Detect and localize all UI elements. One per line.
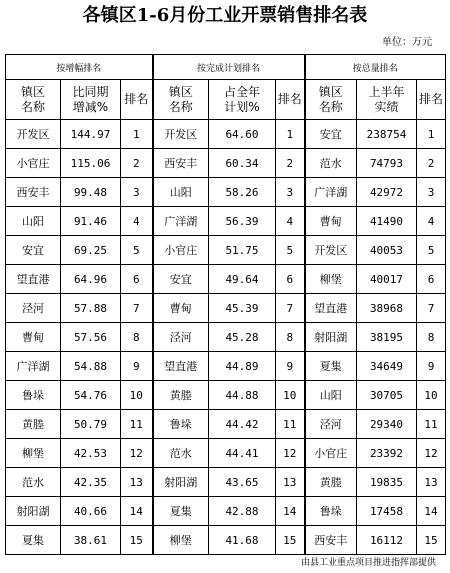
- cell-total-name: 泾河: [305, 410, 357, 439]
- cell-plan-name: 广洋湖: [153, 207, 209, 236]
- table-row: [6, 381, 446, 410]
- cell-growth-value: 38.61: [61, 526, 121, 555]
- cell-total-rank: 9: [417, 352, 446, 381]
- table-row: [6, 497, 446, 526]
- header-growth-rank: 排名: [121, 80, 153, 120]
- cell-growth-rank: 12: [121, 439, 153, 468]
- cell-plan-rank: 15: [276, 526, 305, 555]
- cell-plan-rank: 14: [276, 497, 305, 526]
- cell-plan-rank: 2: [276, 149, 305, 178]
- cell-growth-rank: 14: [121, 497, 153, 526]
- cell-plan-name: 泾河: [153, 323, 209, 352]
- unit-label: 单位：万元: [382, 37, 432, 48]
- cell-plan-value: 43.65: [209, 468, 276, 497]
- cell-plan-value: 45.39: [209, 294, 276, 323]
- cell-total-value: 40017: [357, 265, 417, 294]
- cell-plan-value: 44.88: [209, 381, 276, 410]
- cell-plan-name: 安宜: [153, 265, 209, 294]
- cell-growth-value: 42.53: [61, 439, 121, 468]
- page-title: 各镇区1-6月份工业开票销售排名表: [82, 5, 368, 26]
- cell-growth-name: 西安丰: [6, 178, 61, 207]
- cell-plan-name: 望直港: [153, 352, 209, 381]
- table-row: [6, 352, 446, 381]
- cell-growth-rank: 9: [121, 352, 153, 381]
- cell-plan-rank: 5: [276, 236, 305, 265]
- cell-total-value: 19835: [357, 468, 417, 497]
- cell-total-rank: 6: [417, 265, 446, 294]
- cell-total-value: 38968: [357, 294, 417, 323]
- table-row: [6, 526, 446, 555]
- header-total-name: 镇区 名称: [305, 80, 357, 120]
- cell-plan-rank: 10: [276, 381, 305, 410]
- cell-plan-name: 夏集: [153, 497, 209, 526]
- cell-total-name: 望直港: [305, 294, 357, 323]
- cell-plan-rank: 7: [276, 294, 305, 323]
- cell-plan-value: 60.34: [209, 149, 276, 178]
- table-row: [6, 236, 446, 265]
- cell-total-value: 41490: [357, 207, 417, 236]
- cell-growth-name: 安宜: [6, 236, 61, 265]
- cell-plan-rank: 9: [276, 352, 305, 381]
- cell-growth-value: 115.06: [61, 149, 121, 178]
- cell-total-rank: 2: [417, 149, 446, 178]
- cell-growth-value: 54.88: [61, 352, 121, 381]
- cell-growth-name: 开发区: [6, 120, 61, 149]
- group-total: 按总量排名: [305, 55, 446, 80]
- cell-plan-rank: 4: [276, 207, 305, 236]
- ranking-table: [5, 54, 446, 555]
- cell-plan-value: 58.26: [209, 178, 276, 207]
- cell-growth-rank: 11: [121, 410, 153, 439]
- cell-plan-name: 柳堡: [153, 526, 209, 555]
- cell-total-name: 开发区: [305, 236, 357, 265]
- cell-growth-rank: 4: [121, 207, 153, 236]
- cell-total-rank: 13: [417, 468, 446, 497]
- cell-plan-rank: 12: [276, 439, 305, 468]
- header-plan-name: 镇区 名称: [153, 80, 209, 120]
- cell-plan-name: 小官庄: [153, 236, 209, 265]
- cell-plan-name: 黄塍: [153, 381, 209, 410]
- cell-total-name: 安宜: [305, 120, 357, 149]
- cell-total-value: 40053: [357, 236, 417, 265]
- group-header-row: [6, 55, 446, 80]
- cell-total-rank: 11: [417, 410, 446, 439]
- column-header-row: [6, 80, 446, 120]
- cell-total-name: 山阳: [305, 381, 357, 410]
- cell-plan-value: 41.68: [209, 526, 276, 555]
- cell-growth-name: 泾河: [6, 294, 61, 323]
- cell-plan-rank: 3: [276, 178, 305, 207]
- cell-plan-name: 射阳湖: [153, 468, 209, 497]
- header-total-value: 上半年 实绩: [357, 80, 417, 120]
- cell-total-value: 16112: [357, 526, 417, 555]
- cell-plan-name: 山阳: [153, 178, 209, 207]
- cell-growth-value: 57.56: [61, 323, 121, 352]
- cell-growth-name: 山阳: [6, 207, 61, 236]
- cell-total-value: 29340: [357, 410, 417, 439]
- table-row: [6, 120, 446, 149]
- cell-growth-name: 夏集: [6, 526, 61, 555]
- cell-plan-name: 曹甸: [153, 294, 209, 323]
- cell-plan-rank: 6: [276, 265, 305, 294]
- header-plan-rank: 排名: [276, 80, 305, 120]
- cell-total-value: 42972: [357, 178, 417, 207]
- cell-total-rank: 3: [417, 178, 446, 207]
- cell-total-rank: 14: [417, 497, 446, 526]
- cell-growth-name: 射阳湖: [6, 497, 61, 526]
- cell-plan-value: 42.88: [209, 497, 276, 526]
- table-row: [6, 323, 446, 352]
- cell-total-name: 广洋湖: [305, 178, 357, 207]
- table-row: [6, 149, 446, 178]
- table-row: [6, 410, 446, 439]
- cell-total-name: 夏集: [305, 352, 357, 381]
- cell-growth-value: 91.46: [61, 207, 121, 236]
- cell-plan-rank: 13: [276, 468, 305, 497]
- cell-growth-rank: 15: [121, 526, 153, 555]
- cell-plan-value: 44.89: [209, 352, 276, 381]
- group-growth: 按增幅排名: [6, 55, 153, 80]
- cell-plan-name: 鲁垛: [153, 410, 209, 439]
- cell-total-value: 34649: [357, 352, 417, 381]
- cell-plan-rank: 11: [276, 410, 305, 439]
- cell-plan-value: 44.41: [209, 439, 276, 468]
- cell-growth-rank: 13: [121, 468, 153, 497]
- cell-plan-name: 西安丰: [153, 149, 209, 178]
- cell-growth-rank: 1: [121, 120, 153, 149]
- cell-growth-name: 黄塍: [6, 410, 61, 439]
- cell-growth-rank: 2: [121, 149, 153, 178]
- cell-total-value: 74793: [357, 149, 417, 178]
- table-row: [6, 178, 446, 207]
- cell-growth-name: 望直港: [6, 265, 61, 294]
- table-row: [6, 439, 446, 468]
- cell-growth-value: 144.97: [61, 120, 121, 149]
- header-total-rank: 排名: [417, 80, 446, 120]
- cell-total-rank: 10: [417, 381, 446, 410]
- cell-total-rank: 8: [417, 323, 446, 352]
- cell-total-name: 西安丰: [305, 526, 357, 555]
- cell-plan-value: 51.75: [209, 236, 276, 265]
- header-growth-value: 比同期 增减%: [61, 80, 121, 120]
- cell-growth-name: 曹甸: [6, 323, 61, 352]
- cell-plan-value: 49.64: [209, 265, 276, 294]
- cell-total-rank: 5: [417, 236, 446, 265]
- cell-growth-value: 69.25: [61, 236, 121, 265]
- cell-total-rank: 4: [417, 207, 446, 236]
- table-row: [6, 265, 446, 294]
- cell-plan-value: 56.39: [209, 207, 276, 236]
- cell-total-name: 鲁垛: [305, 497, 357, 526]
- cell-total-rank: 1: [417, 120, 446, 149]
- cell-total-value: 23392: [357, 439, 417, 468]
- cell-total-name: 小官庄: [305, 439, 357, 468]
- cell-plan-value: 64.60: [209, 120, 276, 149]
- cell-growth-value: 42.35: [61, 468, 121, 497]
- cell-growth-rank: 10: [121, 381, 153, 410]
- cell-total-name: 柳堡: [305, 265, 357, 294]
- cell-growth-rank: 5: [121, 236, 153, 265]
- cell-growth-rank: 6: [121, 265, 153, 294]
- cell-total-rank: 12: [417, 439, 446, 468]
- group-plan: 按完成计划排名: [153, 55, 305, 80]
- cell-growth-value: 64.96: [61, 265, 121, 294]
- cell-growth-value: 54.76: [61, 381, 121, 410]
- cell-growth-name: 柳堡: [6, 439, 61, 468]
- table-row: [6, 207, 446, 236]
- cell-plan-value: 45.28: [209, 323, 276, 352]
- cell-plan-name: 范水: [153, 439, 209, 468]
- cell-total-name: 范水: [305, 149, 357, 178]
- cell-growth-rank: 3: [121, 178, 153, 207]
- cell-plan-name: 开发区: [153, 120, 209, 149]
- cell-growth-value: 40.66: [61, 497, 121, 526]
- cell-growth-name: 鲁垛: [6, 381, 61, 410]
- cell-growth-name: 范水: [6, 468, 61, 497]
- header-plan-value: 占全年 计划%: [209, 80, 276, 120]
- cell-growth-name: 小官庄: [6, 149, 61, 178]
- cell-growth-rank: 7: [121, 294, 153, 323]
- cell-total-value: 238754: [357, 120, 417, 149]
- cell-plan-rank: 8: [276, 323, 305, 352]
- cell-plan-value: 44.42: [209, 410, 276, 439]
- cell-growth-rank: 8: [121, 323, 153, 352]
- cell-total-value: 17458: [357, 497, 417, 526]
- cell-growth-name: 广洋湖: [6, 352, 61, 381]
- cell-plan-rank: 1: [276, 120, 305, 149]
- cell-growth-value: 99.48: [61, 178, 121, 207]
- header-growth-name: 镇区 名称: [6, 80, 61, 120]
- table-row: [6, 468, 446, 497]
- cell-total-rank: 7: [417, 294, 446, 323]
- source-footer: 由县工业重点项目推进指挥部提供: [300, 558, 436, 568]
- cell-growth-value: 50.79: [61, 410, 121, 439]
- cell-total-name: 曹甸: [305, 207, 357, 236]
- table-row: [6, 294, 446, 323]
- cell-total-value: 30705: [357, 381, 417, 410]
- cell-total-rank: 15: [417, 526, 446, 555]
- cell-growth-value: 57.88: [61, 294, 121, 323]
- cell-total-value: 38195: [357, 323, 417, 352]
- cell-total-name: 射阳湖: [305, 323, 357, 352]
- cell-total-name: 黄塍: [305, 468, 357, 497]
